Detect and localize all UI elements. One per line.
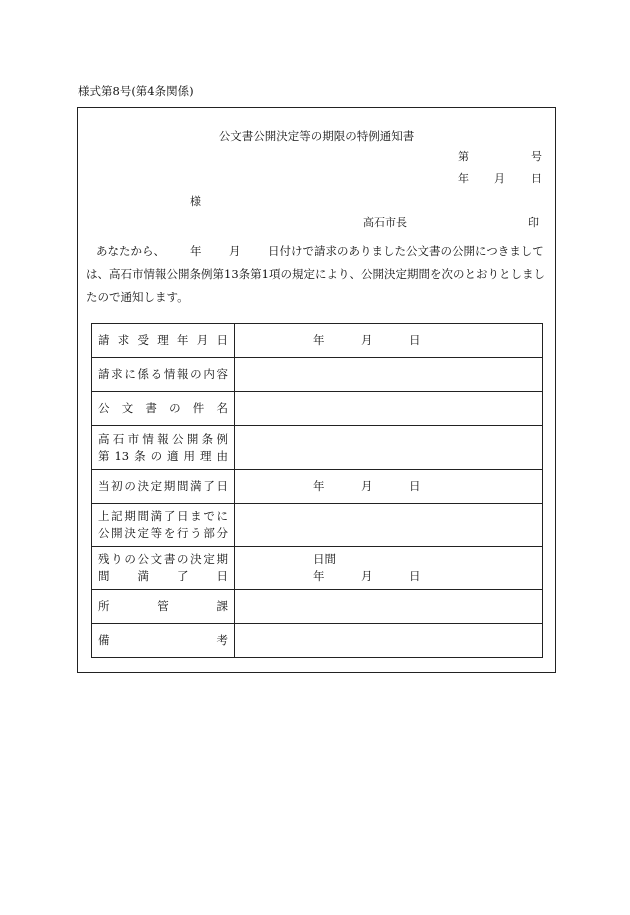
row-day: 日 <box>409 569 421 583</box>
table-row <box>92 358 543 392</box>
body-line2: は、高石市情報公開条例第13条第1項の規定により、公開決定期間を次のとおりとしまし <box>86 267 545 281</box>
row-label-line2: 間満了日 <box>98 569 228 583</box>
row-day: 日 <box>409 333 421 347</box>
doc-number-suffix: 号 <box>531 150 542 163</box>
row-month: 月 <box>361 569 373 583</box>
notice-table <box>91 323 543 658</box>
table-row <box>92 426 543 470</box>
date-day: 日 <box>531 172 542 185</box>
table-row <box>92 624 543 658</box>
table-row <box>92 504 543 547</box>
issuer-name: 高石市長 <box>363 216 407 229</box>
row-days: 日間 <box>313 552 336 566</box>
row-month: 月 <box>361 479 373 493</box>
seal-mark: 印 <box>528 216 539 229</box>
form-reference: 様式第8号(第4条関係) <box>78 84 194 98</box>
row-label-line1: 残りの公文書の決定期 <box>98 552 228 566</box>
row-label: 請求に係る情報の内容 <box>98 367 228 381</box>
notice-frame <box>77 107 556 673</box>
row-month: 月 <box>361 333 373 347</box>
table-row <box>92 392 543 426</box>
row-label: 所管課 <box>98 599 228 613</box>
table-row <box>92 547 543 590</box>
row-label-line1: 上記期間満了日までに <box>98 509 228 523</box>
date-year: 年 <box>458 172 469 185</box>
body-line1-year: 年 <box>190 244 202 258</box>
row-label: 請求受理年月日 <box>98 333 228 347</box>
notice-body <box>86 240 551 309</box>
date-month: 月 <box>494 172 505 185</box>
table-row <box>92 590 543 624</box>
notice-title: 公文書公開決定等の期限の特例通知書 <box>218 129 415 143</box>
row-label-line2: 公開決定等を行う部分 <box>98 526 228 540</box>
table-row <box>92 324 543 358</box>
row-label: 備考 <box>98 633 228 647</box>
doc-number-prefix: 第 <box>458 150 469 163</box>
row-label: 当初の決定期間満了日 <box>98 479 228 493</box>
row-label-line2: 第13条の適用理由 <box>98 448 228 463</box>
body-line3: たので通知します。 <box>86 290 189 304</box>
table-row <box>92 470 543 504</box>
row-year: 年 <box>313 479 325 493</box>
row-label-line1: 高石市情報公開条例 <box>98 431 228 446</box>
body-line1-rest: 日付けで請求のありました公文書の公開につきまして <box>268 244 544 258</box>
addressee-suffix: 様 <box>190 195 201 208</box>
body-line1-start: あなたから、 <box>96 244 165 258</box>
body-line1-month: 月 <box>229 244 241 258</box>
row-label: 公文書の件名 <box>98 401 228 415</box>
row-day: 日 <box>409 479 421 493</box>
row-year: 年 <box>313 569 325 583</box>
row-year: 年 <box>313 333 325 347</box>
